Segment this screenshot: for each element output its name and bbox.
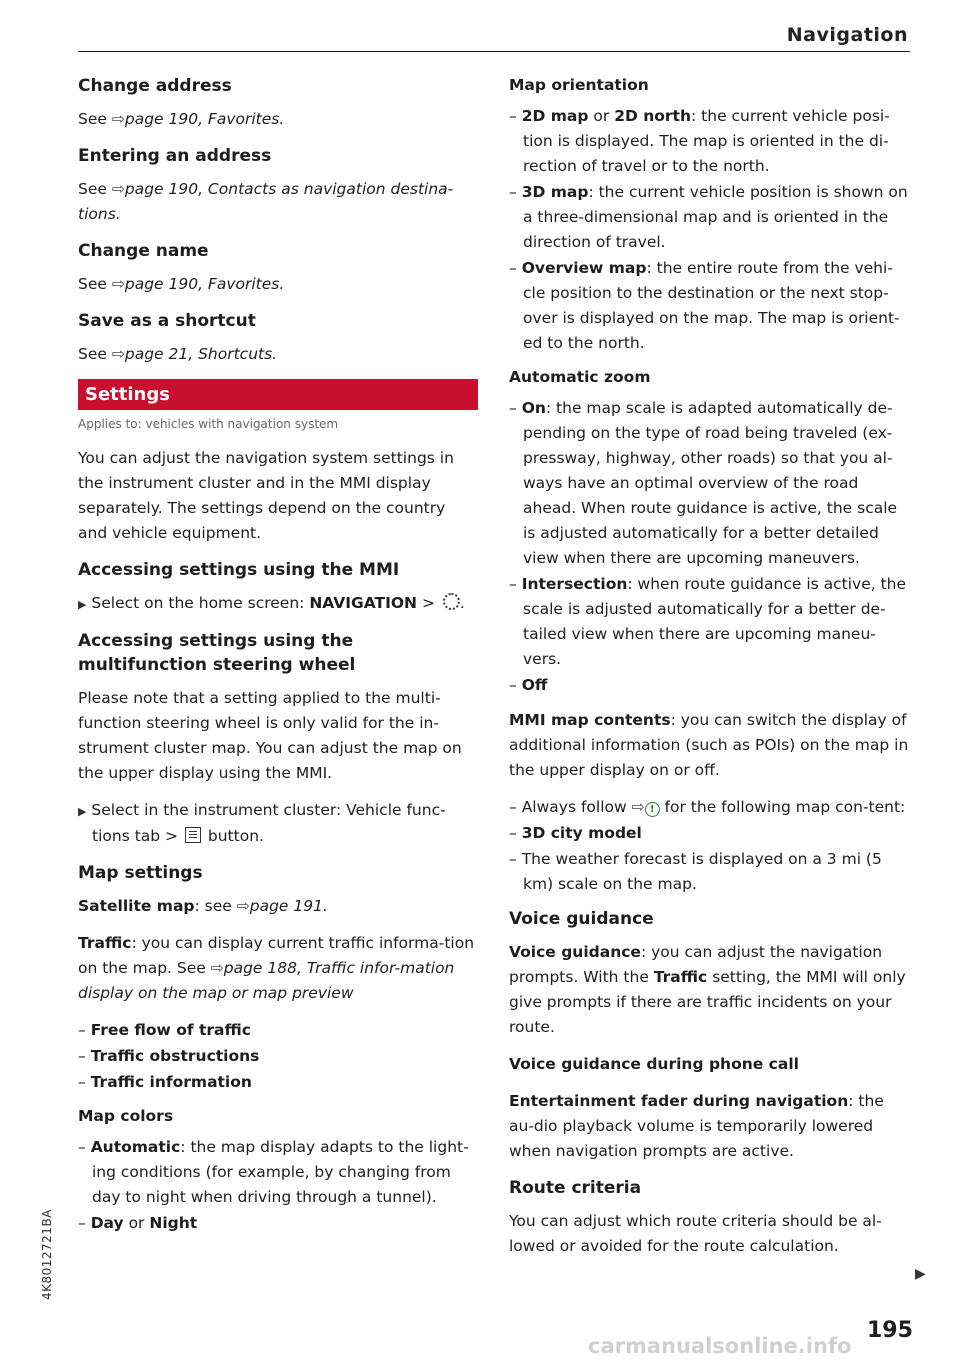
automatic-zoom-heading: Automatic zoom bbox=[509, 368, 651, 386]
list-button-icon bbox=[185, 827, 201, 843]
traffic-text: Traffic: you can display current traffic informa-tion on the map. See ⇨page 188, Traffic infor-mation display on the map or map preview bbox=[78, 934, 475, 1002]
route-criteria-heading: Route criteria bbox=[509, 1178, 642, 1198]
entering-address-heading: Entering an address bbox=[78, 146, 272, 166]
traffic-options-list bbox=[78, 1018, 478, 1095]
arrow-icon: ⇨ bbox=[111, 345, 125, 363]
page-link[interactable]: page 190, Favorites. bbox=[124, 275, 285, 293]
arrow-icon: ⇨ bbox=[236, 897, 250, 915]
warning-icon: ! bbox=[645, 802, 660, 817]
voice-guidance-heading: Voice guidance bbox=[509, 909, 654, 929]
list-item: – Automatic: the map display adapts to the light-ing conditions (for example, by changing from day to night when driving through a tunnel). bbox=[78, 1138, 469, 1206]
list-item: – 3D city model bbox=[509, 824, 642, 842]
accessing-wheel-heading: Accessing settings using the multifunction steering wheel bbox=[78, 631, 356, 675]
header-rule bbox=[78, 51, 910, 52]
map-orientation-list bbox=[509, 104, 909, 356]
mmi-map-list bbox=[509, 795, 909, 897]
settings-intro: You can adjust the navigation system settings in the instrument cluster and in the MMI display separately. The settings depend on the country and vehicle equipment. bbox=[78, 449, 454, 542]
arrow-icon: ⇨ bbox=[111, 180, 125, 198]
save-shortcut-ref: See ⇨page 21, Shortcuts. bbox=[78, 345, 278, 363]
voice-guidance-text: Voice guidance: you can adjust the navigation prompts. With the Traffic setting, the MMI will only give prompts if there are traffic incidents on your route. bbox=[509, 943, 906, 1036]
save-shortcut-heading: Save as a shortcut bbox=[78, 311, 256, 331]
list-item: – On: the map scale is adapted automatically de-pending on the type of road being traveled (ex-pressway, highway, other roads) so that you al-ways have an optimal overview of the road ahead. When route guidance is active, the scale is adjusted automatically for a better detailed view when there are upcoming maneuvers. bbox=[509, 399, 898, 567]
page-link[interactable]: page 188, Traffic infor-mation display on the map or map preview bbox=[78, 959, 455, 1002]
route-criteria-text: You can adjust which route criteria should be al-lowed or avoided for the route calculation. bbox=[509, 1212, 882, 1255]
settings-section-bar: Settings bbox=[78, 379, 478, 410]
page-link[interactable]: page 191. bbox=[249, 897, 328, 915]
accessing-mmi-step: ▶ Select on the home screen: NAVIGATION > . bbox=[78, 594, 465, 612]
list-item: – Traffic obstructions bbox=[78, 1047, 260, 1065]
list-item: – The weather forecast is displayed on a 3 mi (5 km) scale on the map. bbox=[509, 850, 882, 893]
arrow-icon: ⇨ bbox=[111, 275, 125, 293]
change-name-ref: See ⇨page 190, Favorites. bbox=[78, 275, 285, 293]
change-name-heading: Change name bbox=[78, 241, 209, 261]
list-item: – Always follow ⇨ ! for the following map con-tent: bbox=[509, 798, 906, 816]
phone-call-text: Voice guidance during phone call bbox=[509, 1055, 799, 1073]
watermark: carmanualsonline.info bbox=[588, 1334, 852, 1358]
arrow-icon: ⇨ bbox=[111, 110, 125, 128]
list-item: – Off bbox=[509, 676, 548, 694]
list-item: – Intersection: when route guidance is active, the scale is adjusted automatically for a better de-tailed view when there are upcoming maneu-vers. bbox=[509, 575, 907, 668]
arrow-icon: ⇨ bbox=[631, 798, 645, 816]
map-colors-list bbox=[78, 1135, 478, 1236]
entertainment-fader-text: Entertainment fader during navigation: the au-dio playback volume is temporarily lowered when navigation prompts are active. bbox=[509, 1092, 884, 1160]
list-item: – Traffic information bbox=[78, 1073, 252, 1091]
accessing-wheel-text: Please note that a setting applied to the multi-function steering wheel is only valid for the in-strument cluster map. You can adjust the map on the upper display using the MMI. bbox=[78, 689, 462, 782]
page-link[interactable]: page 190, Favorites. bbox=[124, 110, 285, 128]
automatic-zoom-list bbox=[509, 396, 909, 698]
change-address-heading: Change address bbox=[78, 76, 232, 96]
step-triangle-icon: ▶ bbox=[78, 805, 87, 818]
page-header-title: Navigation bbox=[786, 24, 908, 46]
page-link[interactable]: page 21, Shortcuts. bbox=[124, 345, 278, 363]
page-number: 195 bbox=[867, 1318, 913, 1343]
list-item: – Overview map: the entire route from the vehi-cle position to the destination or the next stop-over is displayed on the map. The map is orient-ed to the north. bbox=[509, 259, 900, 352]
left-column bbox=[78, 74, 478, 1246]
document-code: 4K8012721BA bbox=[40, 1209, 54, 1300]
mmi-map-contents-text: MMI map contents: you can switch the display of additional information (such as POIs) on the map in the upper display on or off. bbox=[509, 711, 909, 779]
list-item: – 3D map: the current vehicle position is shown on a three-dimensional map and is oriented in the direction of travel. bbox=[509, 183, 908, 251]
accessing-wheel-step: ▶ Select in the instrument cluster: Vehicle func-tions tab > button. bbox=[78, 801, 446, 845]
map-settings-heading: Map settings bbox=[78, 863, 203, 883]
continue-arrow-icon: ▶ bbox=[915, 1266, 926, 1282]
satellite-map-text: Satellite map: see ⇨page 191. bbox=[78, 897, 328, 915]
entering-address-ref: See ⇨page 190, Contacts as navigation destina-tions. bbox=[78, 180, 454, 223]
map-orientation-heading: Map orientation bbox=[509, 76, 649, 94]
gear-icon bbox=[443, 593, 460, 610]
map-colors-heading: Map colors bbox=[78, 1107, 174, 1125]
applies-to-note: Applies to: vehicles with navigation system bbox=[78, 417, 339, 431]
right-column bbox=[509, 74, 909, 1271]
list-item: – Day or Night bbox=[78, 1214, 198, 1232]
accessing-mmi-heading: Accessing settings using the MMI bbox=[78, 560, 400, 580]
list-item: – Free flow of traffic bbox=[78, 1021, 251, 1039]
page-link[interactable]: page 190, Contacts as navigation destina-tions. bbox=[78, 180, 454, 223]
step-triangle-icon: ▶ bbox=[78, 598, 87, 611]
arrow-icon: ⇨ bbox=[210, 959, 224, 977]
list-item: – 2D map or 2D north: the current vehicle posi-tion is displayed. The map is oriented in the di-rection of travel or to the north. bbox=[509, 107, 890, 175]
change-address-ref: See ⇨page 190, Favorites. bbox=[78, 110, 285, 128]
